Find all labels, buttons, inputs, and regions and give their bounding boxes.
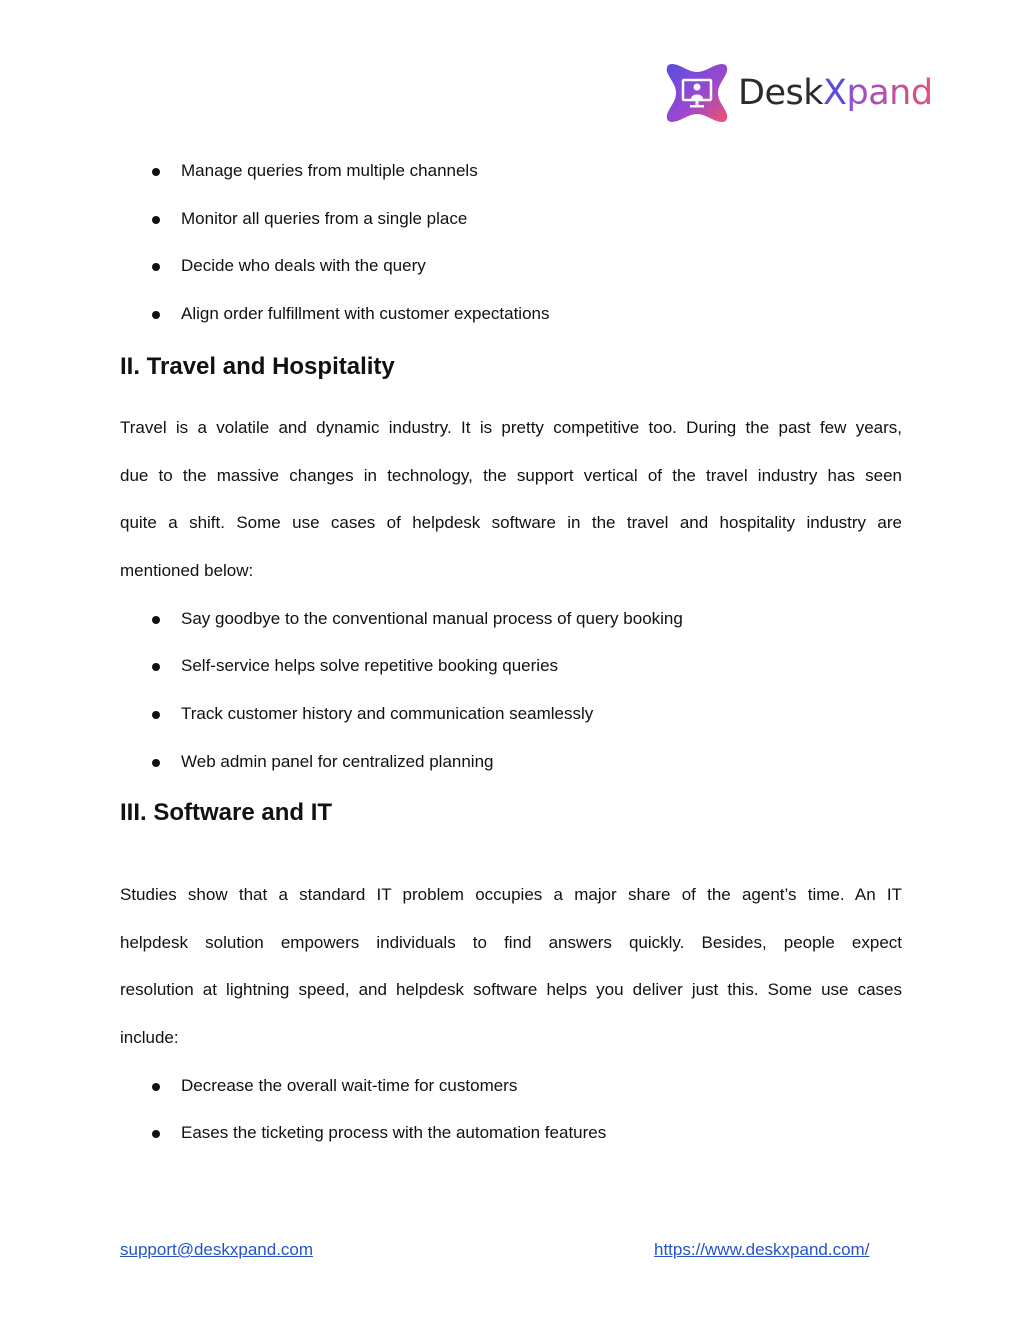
section-heading-travel: II. Travel and Hospitality: [120, 353, 395, 380]
list-item: [152, 256, 426, 276]
paragraph-line: Travel is a volatile and dynamic industry. It is pretty competitive too. During the past few years,: [120, 418, 902, 437]
paragraph-line: mentioned below:: [120, 560, 254, 580]
list-item: [152, 161, 478, 181]
list-item: [152, 656, 558, 676]
section-heading-software: III. Software and IT: [120, 799, 333, 826]
paragraph-line: helpdesk solution empowers individuals to find answers quickly. Besides, people expect: [120, 932, 902, 952]
paragraph-line: due to the massive changes in technology, the support vertical of the travel industry has seen: [120, 465, 902, 485]
list-item: [152, 1076, 517, 1096]
list-item: [152, 609, 683, 629]
bullet-icon: [152, 311, 160, 319]
paragraph-line: Studies show that a standard IT problem occupies a major share of the agent’s time. An IT: [120, 885, 902, 904]
list-item: [152, 1123, 606, 1143]
support-email-link[interactable]: support@deskxpand.com: [120, 1240, 314, 1259]
list-item: [152, 752, 494, 772]
list-item-text: Say goodbye to the conventional manual process of query booking: [181, 609, 683, 628]
list-item: [152, 704, 593, 724]
paragraph-software: [120, 871, 902, 1061]
bullet-icon: [152, 1130, 160, 1138]
paragraph-line: resolution at lightning speed, and helpdesk software helps you deliver just this. Some use cases: [120, 980, 902, 1000]
brand-logo: [664, 60, 933, 126]
bullet-icon: [152, 216, 160, 224]
list-item-text: Track customer history and communication seamlessly: [181, 704, 594, 723]
brand-name-pand: pand: [846, 73, 933, 113]
list-item: [152, 209, 467, 229]
paragraph-line: include:: [120, 1027, 179, 1047]
paragraph-line: quite a shift. Some use cases of helpdesk software in the travel and hospitality industry are: [120, 513, 902, 533]
list-item-text: Monitor all queries from a single place: [181, 209, 468, 228]
list-item-text: Web admin panel for centralized planning: [181, 752, 494, 771]
list-item-text: Decide who deals with the query: [181, 256, 426, 275]
bullet-icon: [152, 759, 160, 767]
list-item-text: Self-service helps solve repetitive booking queries: [181, 656, 559, 675]
brand-name-desk: Desk: [738, 73, 823, 113]
brand-name: [738, 73, 933, 113]
website-link[interactable]: https://www.deskxpand.com/: [654, 1240, 870, 1259]
bullet-icon: [152, 1083, 160, 1091]
list-item: [152, 304, 550, 324]
list-item-text: Eases the ticketing process with the automation features: [181, 1123, 607, 1142]
bullet-icon: [152, 663, 160, 671]
brand-name-x: X: [823, 73, 847, 113]
monitor-user-icon: [664, 60, 730, 126]
bullet-icon: [152, 711, 160, 719]
list-item-text: Manage queries from multiple channels: [181, 161, 478, 180]
bullet-icon: [152, 616, 160, 624]
list-item-text: Decrease the overall wait-time for customers: [181, 1076, 518, 1095]
list-item-text: Align order fulfillment with customer expectations: [181, 304, 550, 323]
bullet-icon: [152, 168, 160, 176]
paragraph-travel: [120, 404, 902, 594]
bullet-icon: [152, 263, 160, 271]
